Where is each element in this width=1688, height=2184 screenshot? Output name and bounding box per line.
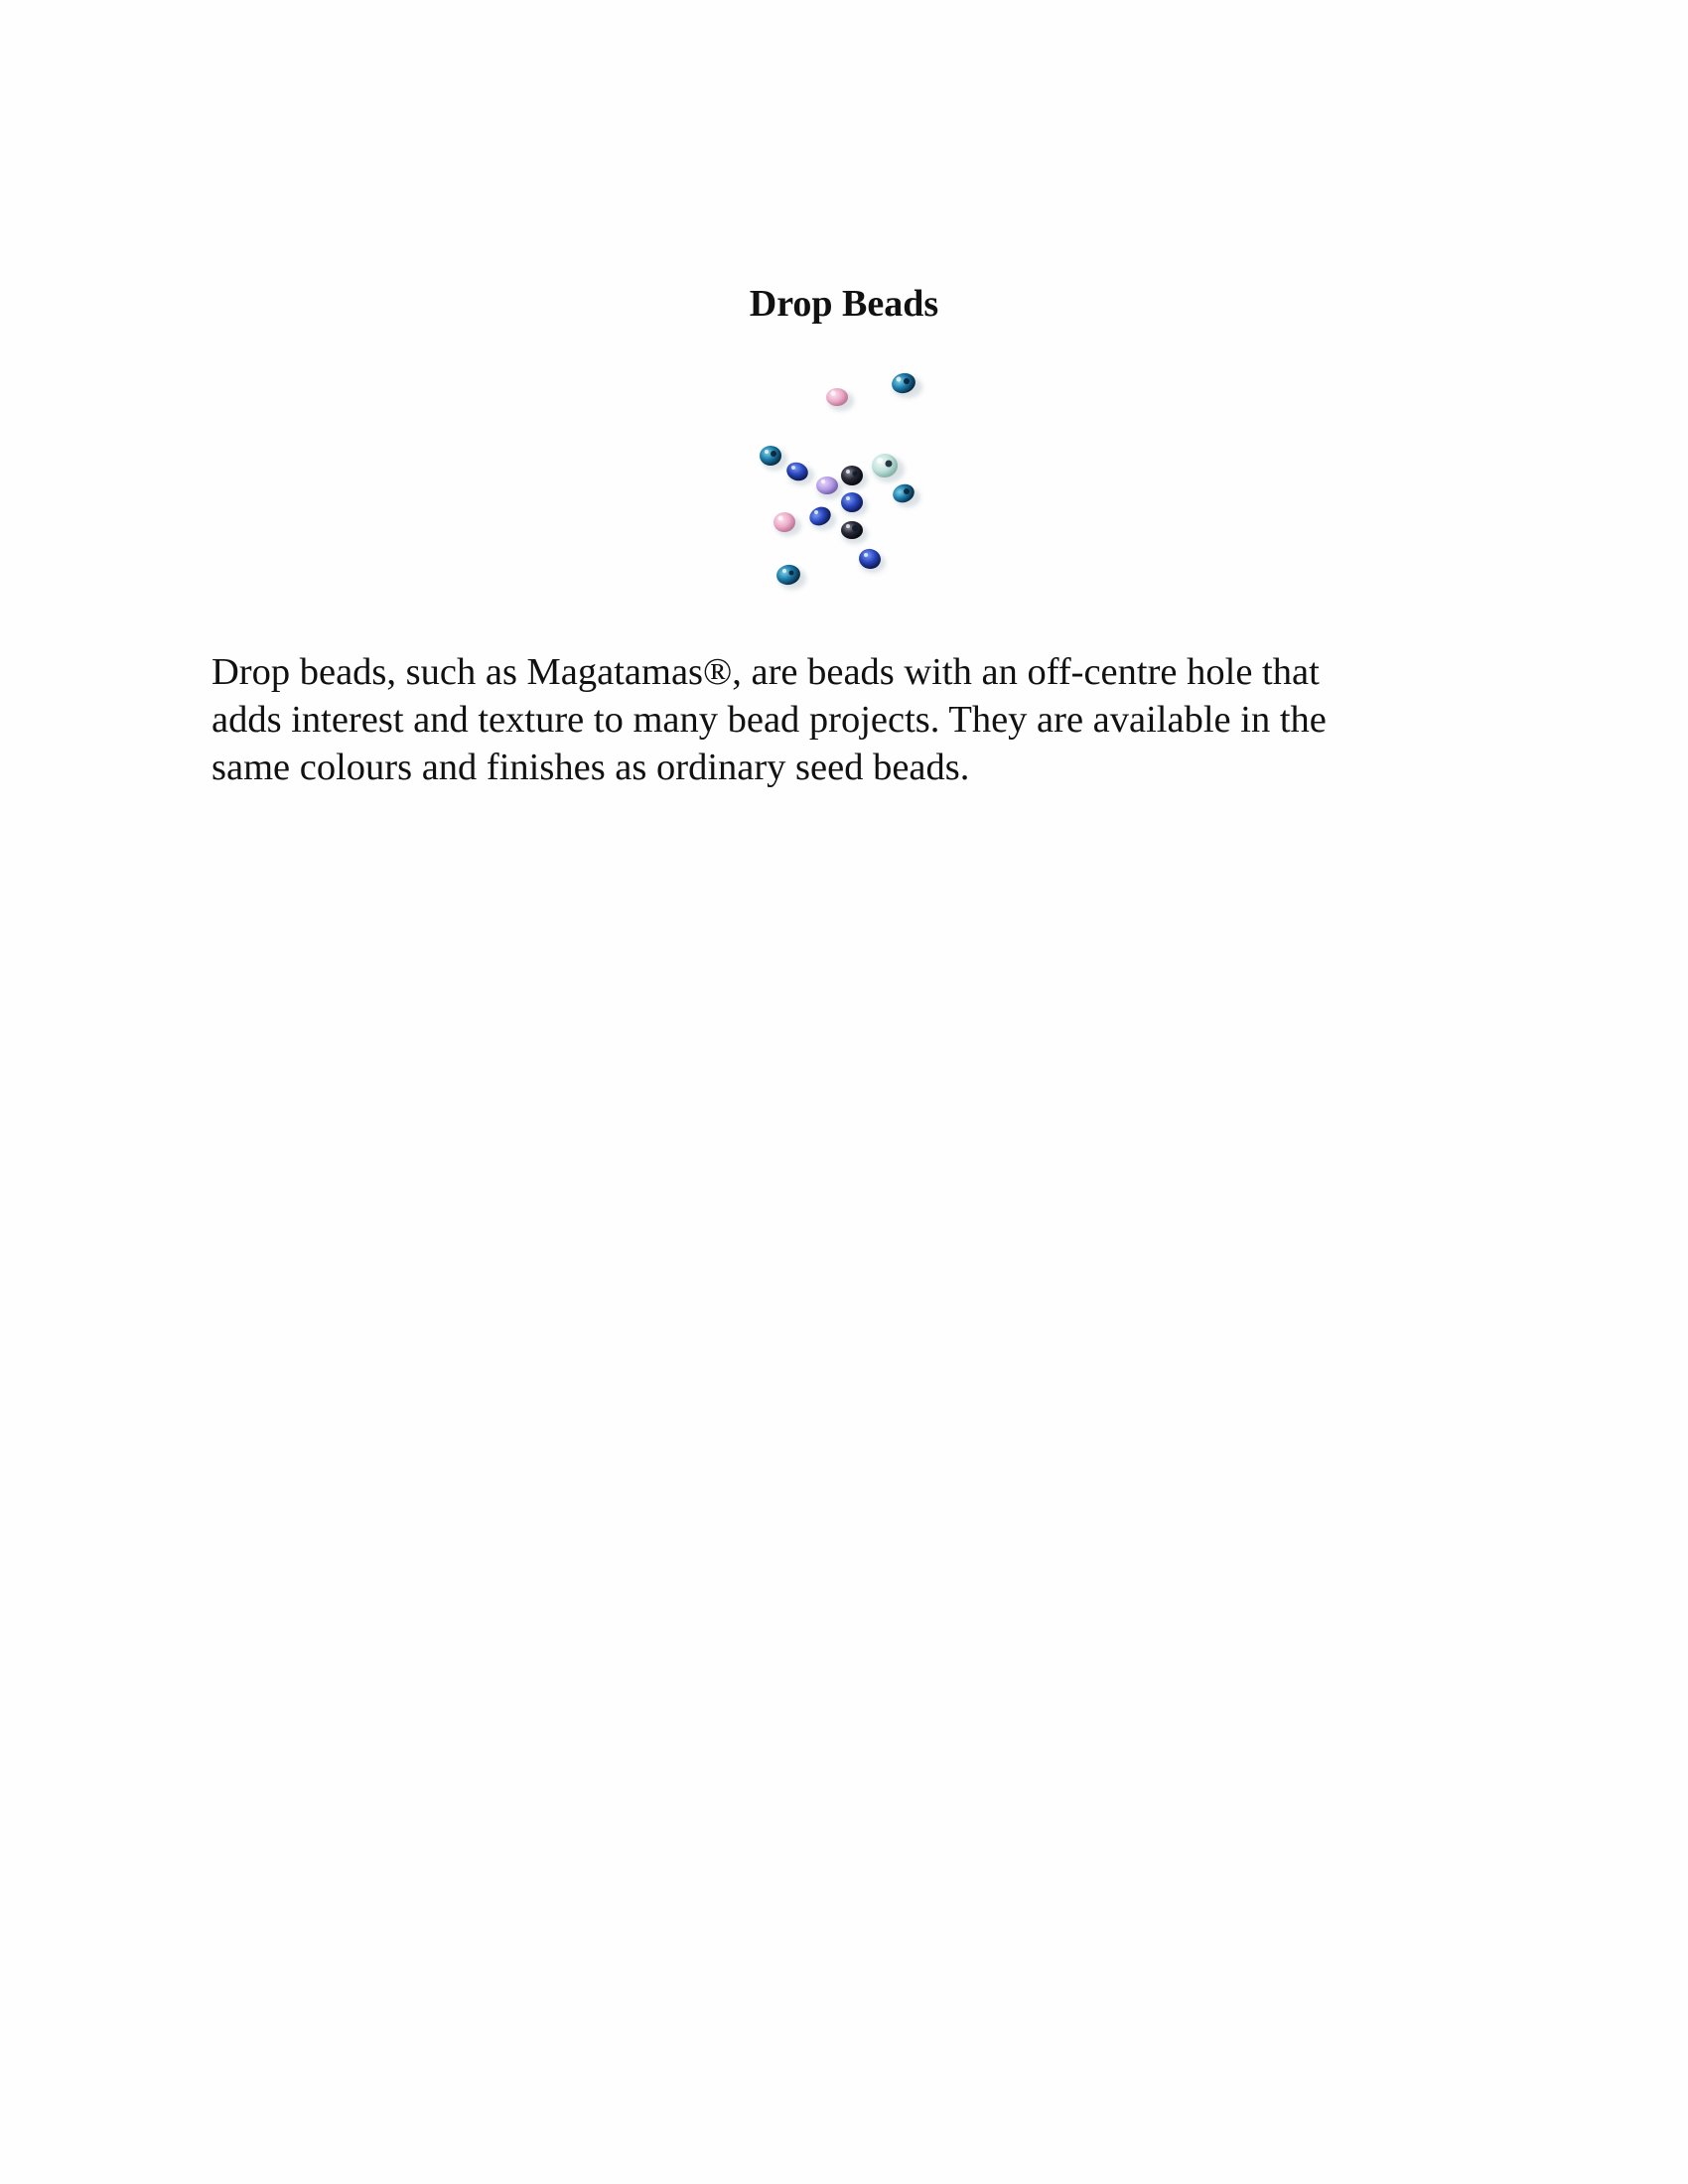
body-paragraph [211,648,1502,791]
paragraph-line: same colours and finishes as ordinary seed beads. [211,747,970,788]
paragraph-line: adds interest and texture to many bead projects. They are available in the [211,699,1327,741]
beads-photo-icon [745,355,943,604]
page-title: Drop Beads [749,283,939,325]
paragraph-line: Drop beads, such as Magatamas®, are beads with an off-centre hole that [211,651,1320,693]
drop-beads-image [745,355,943,604]
